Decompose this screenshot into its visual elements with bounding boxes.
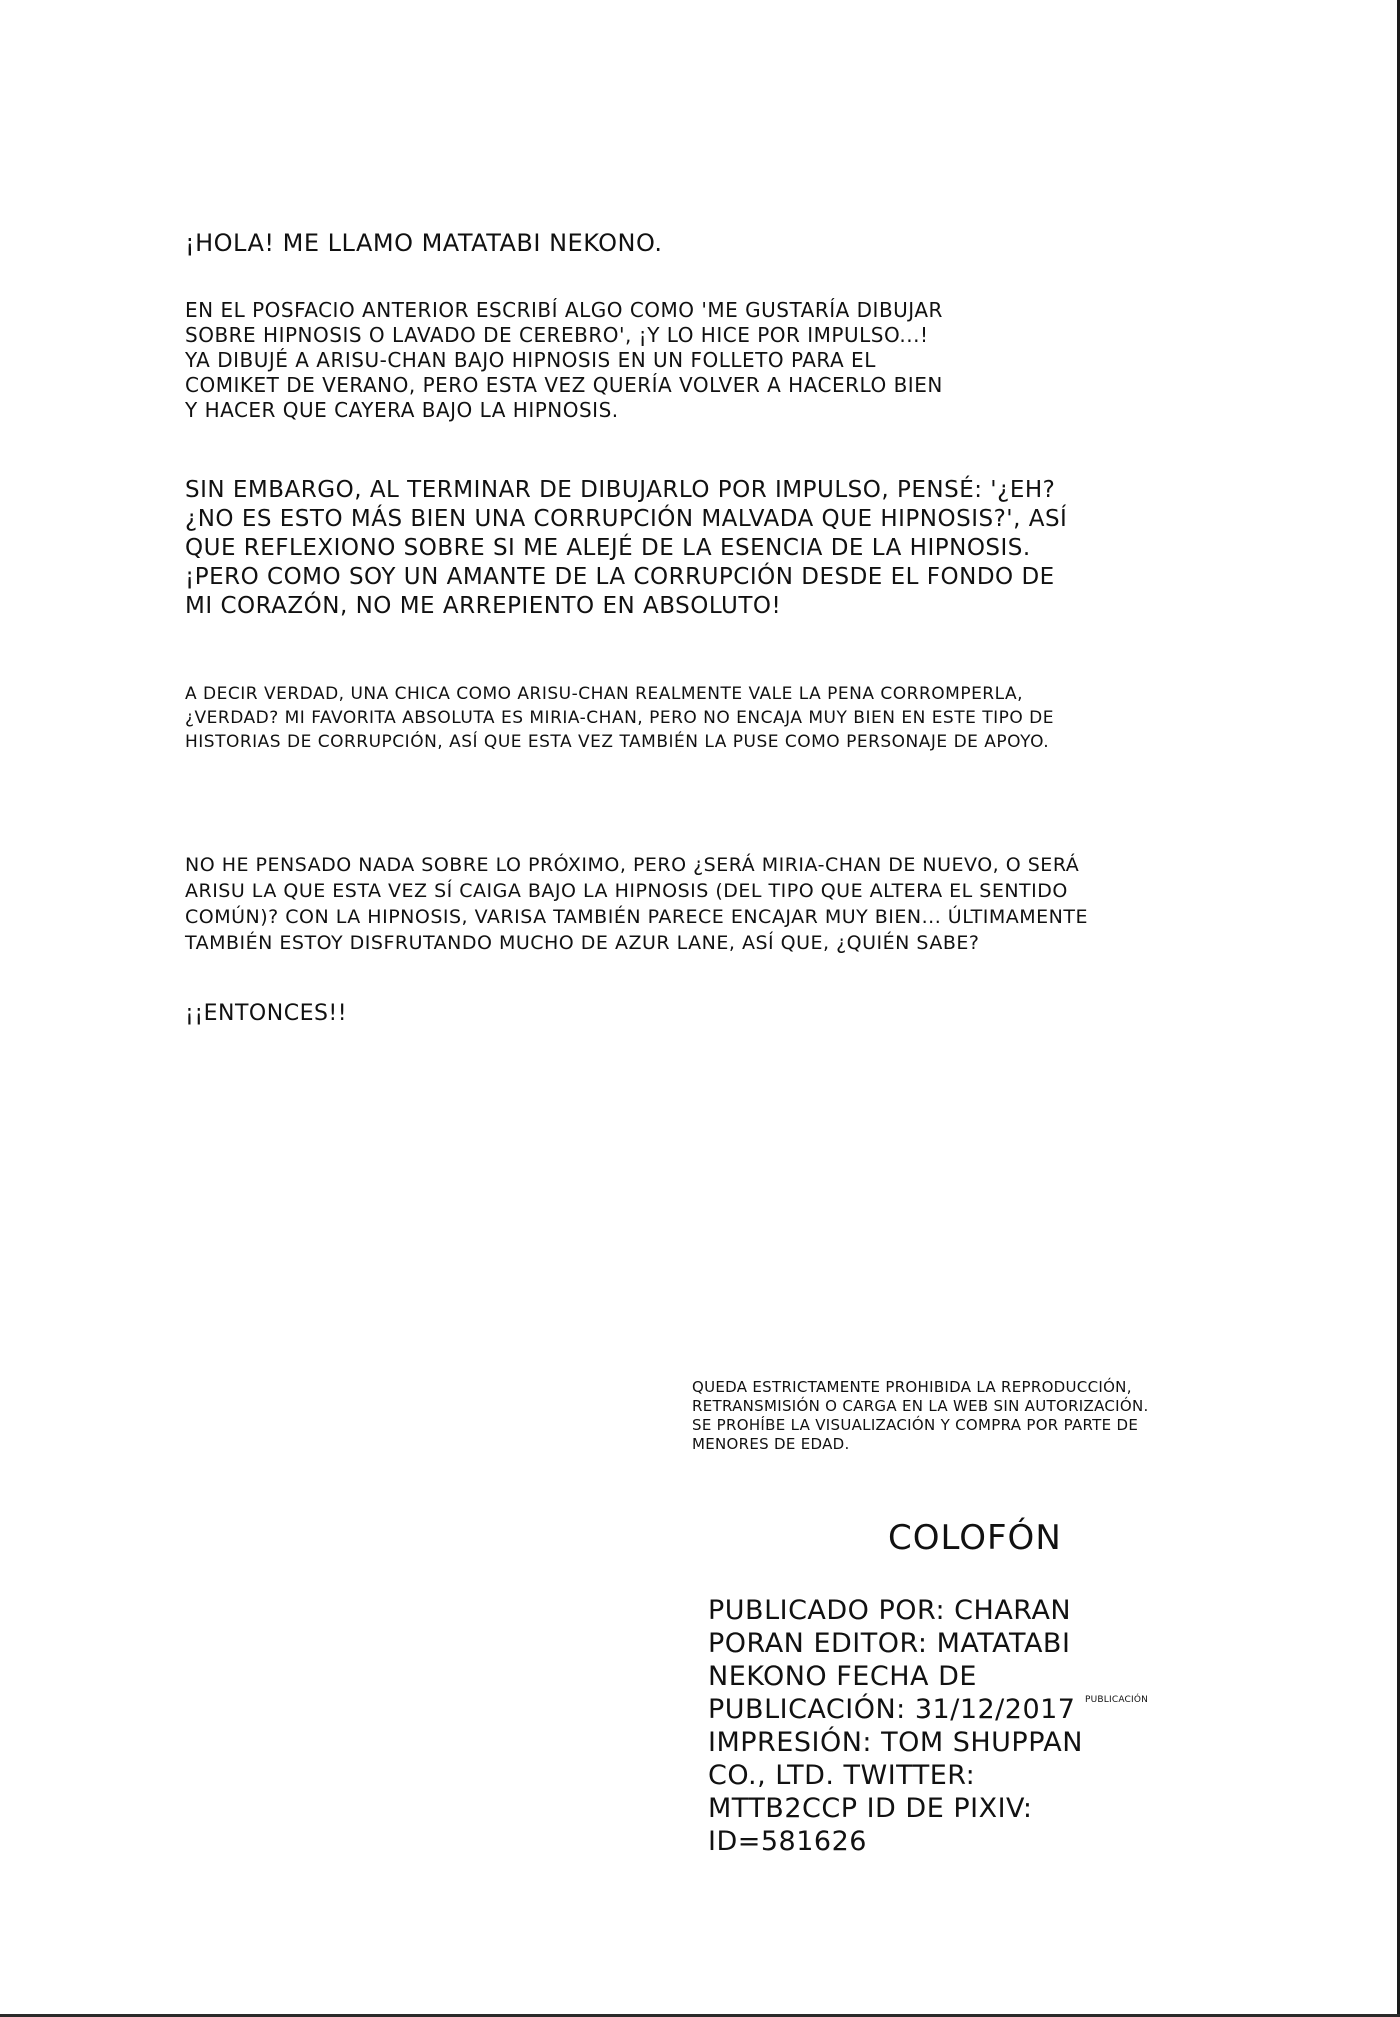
- paragraph-reflexion: SIN EMBARGO, AL TERMINAR DE DIBUJARLO POR IMPULSO, PENSÉ: '¿EH? ¿NO ES ESTO MÁS BIEN UNA CORRUPCIÓN MALVADA QUE HIPNOSIS?', ASÍ QUE REFLEXIONO SOBRE SI ME ALEJÉ DE LA ESENCIA DE LA HIPNOSIS. ¡PERO COMO SOY UN AMANTE DE LA CORRUPCIÓN DESDE EL FONDO DE MI CORAZÓN, NO ME ARREPIENTO EN ABSOLUTO!: [185, 477, 1068, 619]
- colophon-body: PUBLICADO POR: CHARAN PORAN EDITOR: MATATABI NEKONO FECHA DE PUBLICACIÓN: 31/12/2017 IMPRESIÓN: TOM SHUPPAN CO., LTD. TWITTER: MTTB2CCP ID DE PIXIV: ID=581626: [708, 1595, 1083, 1857]
- paragraph-posfacio: EN EL POSFACIO ANTERIOR ESCRIBÍ ALGO COMO 'ME GUSTARÍA DIBUJAR SOBRE HIPNOSIS O LAVADO DE CEREBRO', ¡Y LO HICE POR IMPULSO...! YA DIBUJÉ A ARISU-CHAN BAJO HIPNOSIS EN UN FOLLETO PARA EL COMIKET DE VERANO, PERO ESTA VEZ QUERÍA VOLVER A HACERLO BIEN Y HACER QUE CAYERA BAJO LA HIPNOSIS.: [185, 298, 943, 422]
- greeting-heading: ¡HOLA! ME LLAMO MATATABI NEKONO.: [185, 229, 663, 257]
- paragraph-arisu: A DECIR VERDAD, UNA CHICA COMO ARISU-CHAN REALMENTE VALE LA PENA CORROMPERLA, ¿VERDAD? MI FAVORITA ABSOLUTA ES MIRIA-CHAN, PERO NO ENCAJA MUY BIEN EN ESTE TIPO DE HISTORIAS DE CORRUPCIÓN, ASÍ QUE ESTA VEZ TAMBIÉN LA PUSE COMO PERSONAJE DE APOYO.: [185, 684, 1055, 752]
- legal-notice: QUEDA ESTRICTAMENTE PROHIBIDA LA REPRODUCCIÓN, RETRANSMISIÓN O CARGA EN LA WEB SIN AUTORIZACIÓN. SE PROHÍBE LA VISUALIZACIÓN Y COMPRA POR PARTE DE MENORES DE EDAD.: [692, 1378, 1149, 1453]
- colophon-small-note: PUBLICACIÓN: [1085, 1695, 1149, 1705]
- paragraph-proximo: NO HE PENSADO NADA SOBRE LO PRÓXIMO, PERO ¿SERÁ MIRIA-CHAN DE NUEVO, O SERÁ ARISU LA QUE ESTA VEZ SÍ CAIGA BAJO LA HIPNOSIS (DEL TIPO QUE ALTERA EL SENTIDO COMÚN)? CON LA HIPNOSIS, VARISA TAMBIÉN PARECE ENCAJAR MUY BIEN... ÚLTIMAMENTE TAMBIÉN ESTOY DISFRUTANDO MUCHO DE AZUR LANE, ASÍ QUE, ¿QUIÉN SABE?: [185, 854, 1088, 954]
- colophon-title: COLOFÓN: [888, 1518, 1062, 1558]
- closing-text: ¡¡ENTONCES!!: [185, 1001, 348, 1026]
